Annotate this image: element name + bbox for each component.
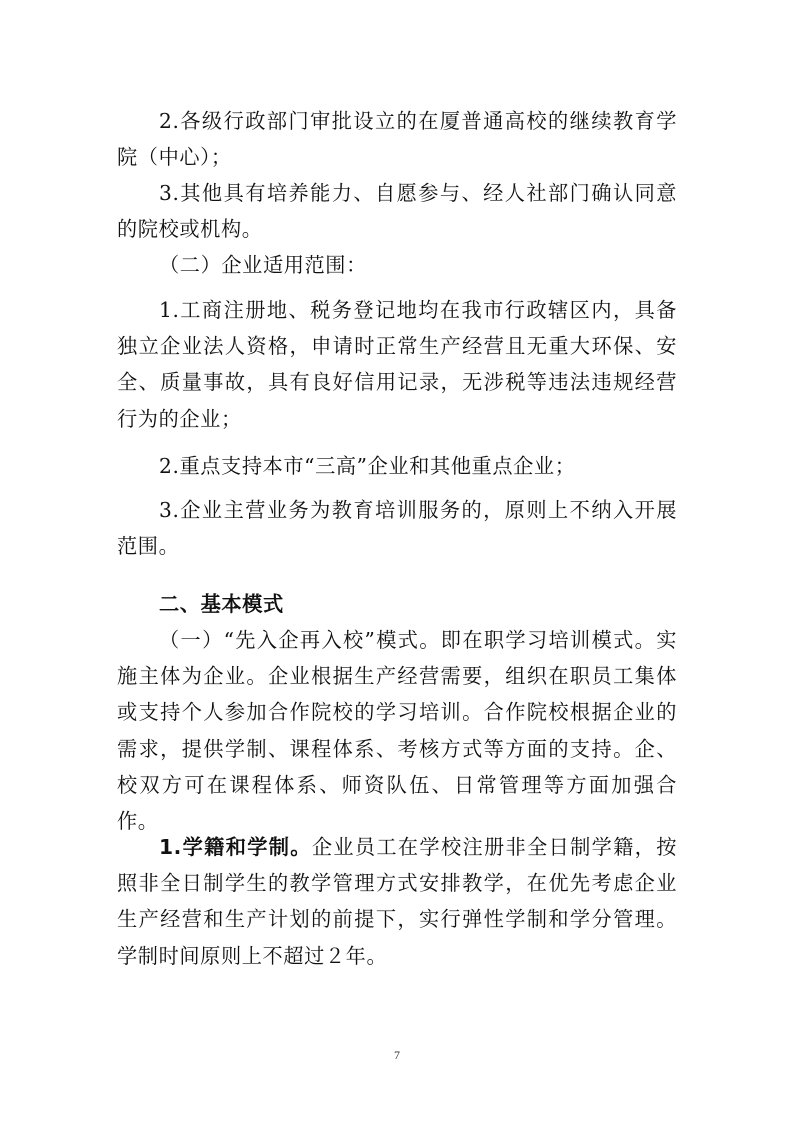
- paragraph-enterprise-criteria: 1.工商注册地、税务登记地均在我市行政辖区内，具备独立企业法人资格，申请时正常生产经营且无重大环保、安全、质量事故，具有良好信用记录，无涉税等违法违规经营行为的企业；: [117, 298, 677, 431]
- subheading-enterprise-scope: （二）企业适用范围：: [159, 253, 367, 277]
- paragraph-exclusion: 3.企业主营业务为教育培训服务的，原则上不纳入开展范围。: [117, 498, 677, 559]
- paragraph-key-enterprises: 2.重点支持本市“三高”企业和其他重点企业；: [159, 454, 576, 478]
- section-heading-basic-mode: 二、基本模式: [159, 592, 284, 616]
- paragraph-other-institutions: 3.其他具有培养能力、自愿参与、经人社部门确认同意的院校或机构。: [117, 181, 677, 242]
- paragraph-enrollment-duration: [117, 829, 677, 974]
- enrollment-lead: 1.学籍和学制。: [159, 835, 312, 859]
- paragraph-continuing-education: 2.各级行政部门审批设立的在厦普通高校的继续教育学院（中心）；: [117, 109, 677, 170]
- enrollment-text: 企业员工在学校注册非全日制学籍，按照非全日制学生的教学管理方式安排教学，在优先考虑企业生产经营和生产计划的前提下，实行弹性学制和学分管理。学制时间原则上不超过２年。: [117, 835, 677, 968]
- paragraph-work-first-mode: （一）“先入企再入校”模式。即在职学习培训模式。实施主体为企业。企业根据生产经营需要，组织在职员工集体或支持个人参加合作院校的学习培训。合作院校根据企业的需求，提供学制、课程体系、考核方式等方面的支持。企、校双方可在课程体系、师资队伍、日常管理等方面加强合作。: [117, 628, 677, 834]
- page-number: 7: [394, 1048, 400, 1062]
